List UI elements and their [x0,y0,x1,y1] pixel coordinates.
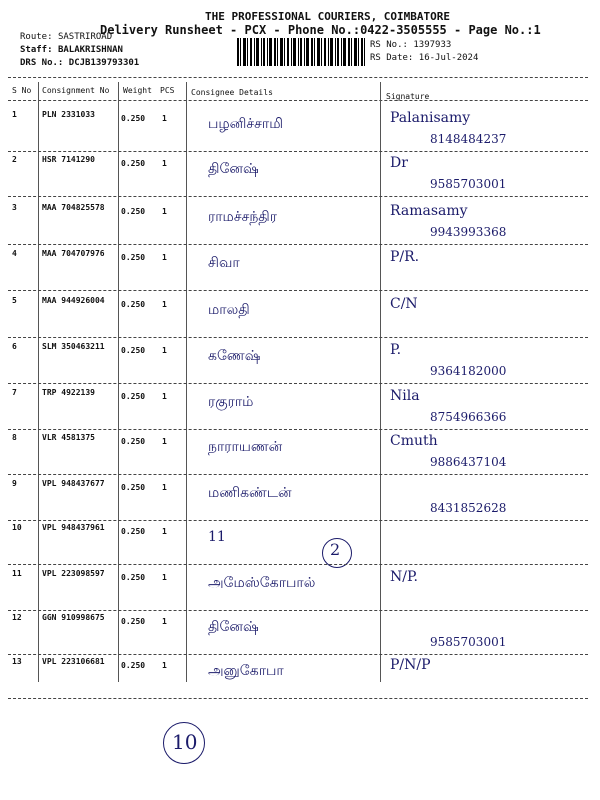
row-consignee-name: நாராயணன் [208,439,283,455]
row-phone: 9364182000 [430,364,507,378]
row-signature: Ramasamy [390,203,468,219]
row-sno: 10 [12,523,22,532]
row-pcs: 1 [162,253,167,262]
row-weight: 0.250 [121,661,146,670]
row-weight: 0.250 [121,253,146,262]
row-consignee-name: சிவா [208,255,240,271]
row-weight: 0.250 [121,483,146,492]
row-pcs: 1 [162,300,167,309]
row-sno: 13 [12,657,22,666]
route-line [20,32,112,42]
row-phone: 8148484237 [430,132,507,146]
company-title: THE PROFESSIONAL COURIERS, COIMBATORE [205,10,451,23]
row-consignment-no: VPL 223098597 [42,569,105,578]
row-weight: 0.250 [121,346,146,355]
row-consignment-no: VLR 4581375 [42,433,95,442]
row-divider [8,564,588,565]
row-divider [8,383,588,384]
row-pcs: 1 [162,346,167,355]
row-divider [8,429,588,430]
row-weight: 0.250 [121,207,146,216]
row-signature: P/N/P [390,657,431,673]
row-consignee-name: அமேஸ்கோபால் [208,575,316,591]
row-consignee-name: பழனிச்சாமி [208,116,284,132]
row-divider [8,474,588,475]
row-consignment-no: MAA 704707976 [42,249,105,258]
rs-no-value: 1397933 [413,40,452,50]
row-sno: 9 [12,479,17,488]
col-pcs: PCS [160,86,175,95]
staff-value: BALAKRISHNAN [57,45,123,55]
row-divider [8,337,588,338]
row-signature: Dr [390,155,408,171]
row-sno: 4 [12,249,17,258]
row-pcs: 1 [162,617,167,626]
route-value: SASTRIROAD [57,32,113,42]
row-signature: P/R. [390,249,420,265]
row-sno: 6 [12,342,17,351]
row-phone: 8431852628 [430,501,507,515]
row-weight: 0.250 [121,300,146,309]
row-weight: 0.250 [121,114,146,123]
row-phone: 9886437104 [430,455,507,469]
row-weight: 0.250 [121,617,146,626]
row-sno: 2 [12,155,17,164]
row-consignment-no: VPL 948437961 [42,523,105,532]
drs-label: DRS No.: [20,58,64,68]
row-consignee-name: தினேஷ் [208,619,259,635]
col-divider [186,82,187,682]
row-consignment-no: MAA 944926004 [42,296,105,305]
row-phone: 9585703001 [430,177,507,191]
col-divider [380,82,381,682]
row-consignment-no: SLM 350463211 [42,342,105,351]
row-sno: 5 [12,296,17,305]
row-consignment-no: TRP 4922139 [42,388,95,397]
row-sno: 12 [12,613,22,622]
row-sno: 11 [12,569,22,578]
col-signature: Signature [386,92,430,101]
row-consignee-name: மாலதி [208,302,250,318]
col-divider [38,82,39,682]
barcode [237,38,365,66]
row-pcs: 1 [162,207,167,216]
rs-date-value: 16-Jul-2024 [418,53,479,63]
row-pcs: 1 [162,114,167,123]
row-divider [8,196,588,197]
col-sno: S No [12,86,32,95]
row-pcs: 1 [162,159,167,168]
row-consignee-name: கணேஷ் [208,348,261,364]
row-sno: 1 [12,110,17,119]
row-consignment-no: HSR 7141290 [42,155,95,164]
row-signature: Nila [390,388,420,404]
col-weight: Weight [123,86,152,95]
row-phone: 8754966366 [430,410,507,424]
row-signature: Cmuth [390,433,438,449]
rs-date-label: RS Date: [370,53,414,63]
row-weight: 0.250 [121,437,146,446]
row-signature: C/N [390,296,418,312]
row-divider [8,520,588,521]
staff-label: Staff: [20,45,53,55]
row-mark: 2 [330,540,341,559]
row-divider [8,698,588,699]
row-divider [8,151,588,152]
row-phone: 9943993368 [430,225,507,239]
drs-line [20,58,139,68]
row-sno: 8 [12,433,17,442]
header-top-rule [8,77,588,78]
row-consignee-name: 11 [208,529,226,545]
row-consignee-name: தினேஷ் [208,161,259,177]
row-pcs: 1 [162,573,167,582]
row-consignment-no: PLN 2331033 [42,110,95,119]
row-signature: N/P. [390,569,418,585]
row-divider [8,290,588,291]
row-pcs: 1 [162,392,167,401]
row-consignee-name: மணிகண்டன் [208,485,292,501]
row-consignment-no: VPL 223106681 [42,657,105,666]
col-divider [118,82,119,682]
row-weight: 0.250 [121,392,146,401]
row-consignee-name: ரகுராம் [208,394,254,410]
row-signature: Palanisamy [390,110,471,126]
row-pcs: 1 [162,437,167,446]
row-weight: 0.250 [121,159,146,168]
total-mark: 10 [172,730,198,754]
col-consignee: Consignee Details [191,88,273,97]
row-sno: 3 [12,203,17,212]
header-bottom-rule [8,100,588,101]
row-consignee-name: அனுகோபா [208,663,284,679]
runsheet-subtitle: Delivery Runsheet - PCX - Phone No.:0422-3505555 - Page No.:1 [100,23,541,37]
row-consignment-no: VPL 948437677 [42,479,105,488]
row-pcs: 1 [162,661,167,670]
drs-value: DCJB139793301 [68,58,140,68]
row-pcs: 1 [162,527,167,536]
rs-no-line [370,40,451,50]
row-weight: 0.250 [121,527,146,536]
row-weight: 0.250 [121,573,146,582]
rs-date-line [370,53,478,63]
row-divider [8,610,588,611]
row-phone: 9585703001 [430,635,507,649]
rs-no-label: RS No.: [370,40,408,50]
row-consignee-name: ராமச்சந்திர [208,209,278,225]
route-label: Route: [20,32,53,42]
col-consignment: Consignment No [42,86,110,95]
row-pcs: 1 [162,483,167,492]
row-consignment-no: GGN 910998675 [42,613,105,622]
row-signature: P. [390,342,402,358]
staff-line [20,45,123,55]
row-divider [8,244,588,245]
row-sno: 7 [12,388,17,397]
row-consignment-no: MAA 704825578 [42,203,105,212]
row-divider [8,654,588,655]
